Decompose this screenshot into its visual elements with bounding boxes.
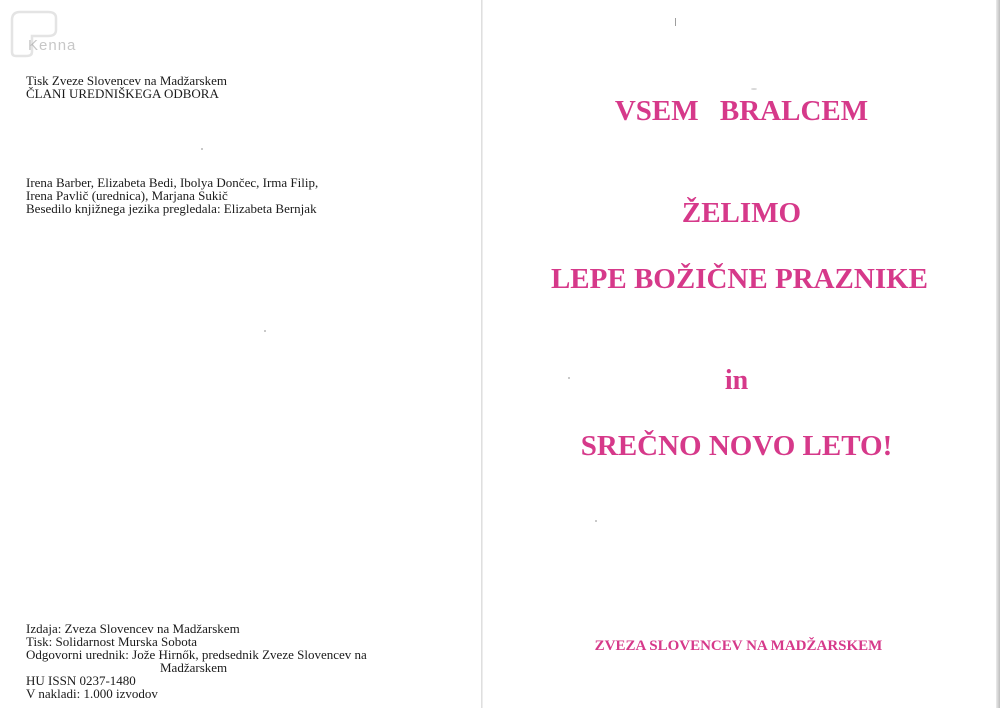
editors-line: Irena Pavlič (urednica), Marjana Sukič [26, 188, 228, 203]
greeting-line-5: SREČNO NOVO LETO! [580, 430, 893, 462]
greeting-line-1: VSEM BRALCEM [614, 95, 869, 127]
issn-line: HU ISSN 0237-1480 [26, 673, 136, 688]
responsible-editor-line-cont: Madžarskem [160, 660, 228, 675]
printer-line: Tisk Zveze Slovencev na Madžarskem [26, 73, 227, 88]
left-page [0, 0, 482, 708]
paper-speck [568, 377, 570, 379]
paper-speck [595, 520, 597, 522]
editorial-board-heading: ČLANI UREDNIŠKEGA ODBORA [26, 86, 219, 101]
right-page [483, 0, 1000, 708]
proofreader-line: Besedilo knjižnega jezika pregledala: Elizabeta Bernjak [26, 201, 317, 216]
page-edge-shadow [996, 0, 1000, 708]
editors-line: Irena Barber, Elizabeta Bedi, Ibolya Dončec, Irma Filip, [26, 175, 319, 190]
watermark-text: Kenna [28, 37, 77, 54]
responsible-editor-line: Odgovorni urednik: Jože Hirnők, predsednik Zveze Slovencev na [26, 647, 367, 662]
print-house-line: Tisk: Solidarnost Murska Sobota [26, 634, 198, 649]
publisher-line: Izdaja: Zveza Slovencev na Madžarskem [26, 621, 240, 636]
greeting-line-4: in [724, 365, 749, 396]
greeting-line-2: ŽELIMO [681, 197, 802, 229]
paper-speck [751, 88, 757, 90]
paper-speck [201, 148, 203, 150]
printer-block [26, 74, 227, 100]
imprint-block [26, 622, 367, 700]
editors-block [26, 176, 318, 215]
paper-speck [675, 18, 676, 26]
paper-speck [264, 330, 266, 332]
circulation-line: V nakladi: 1.000 izvodov [26, 686, 158, 701]
greeting-line-3: LEPE BOŽIČNE PRAZNIKE [550, 263, 929, 295]
signature: ZVEZA SLOVENCEV NA MADŽARSKEM [594, 638, 883, 654]
